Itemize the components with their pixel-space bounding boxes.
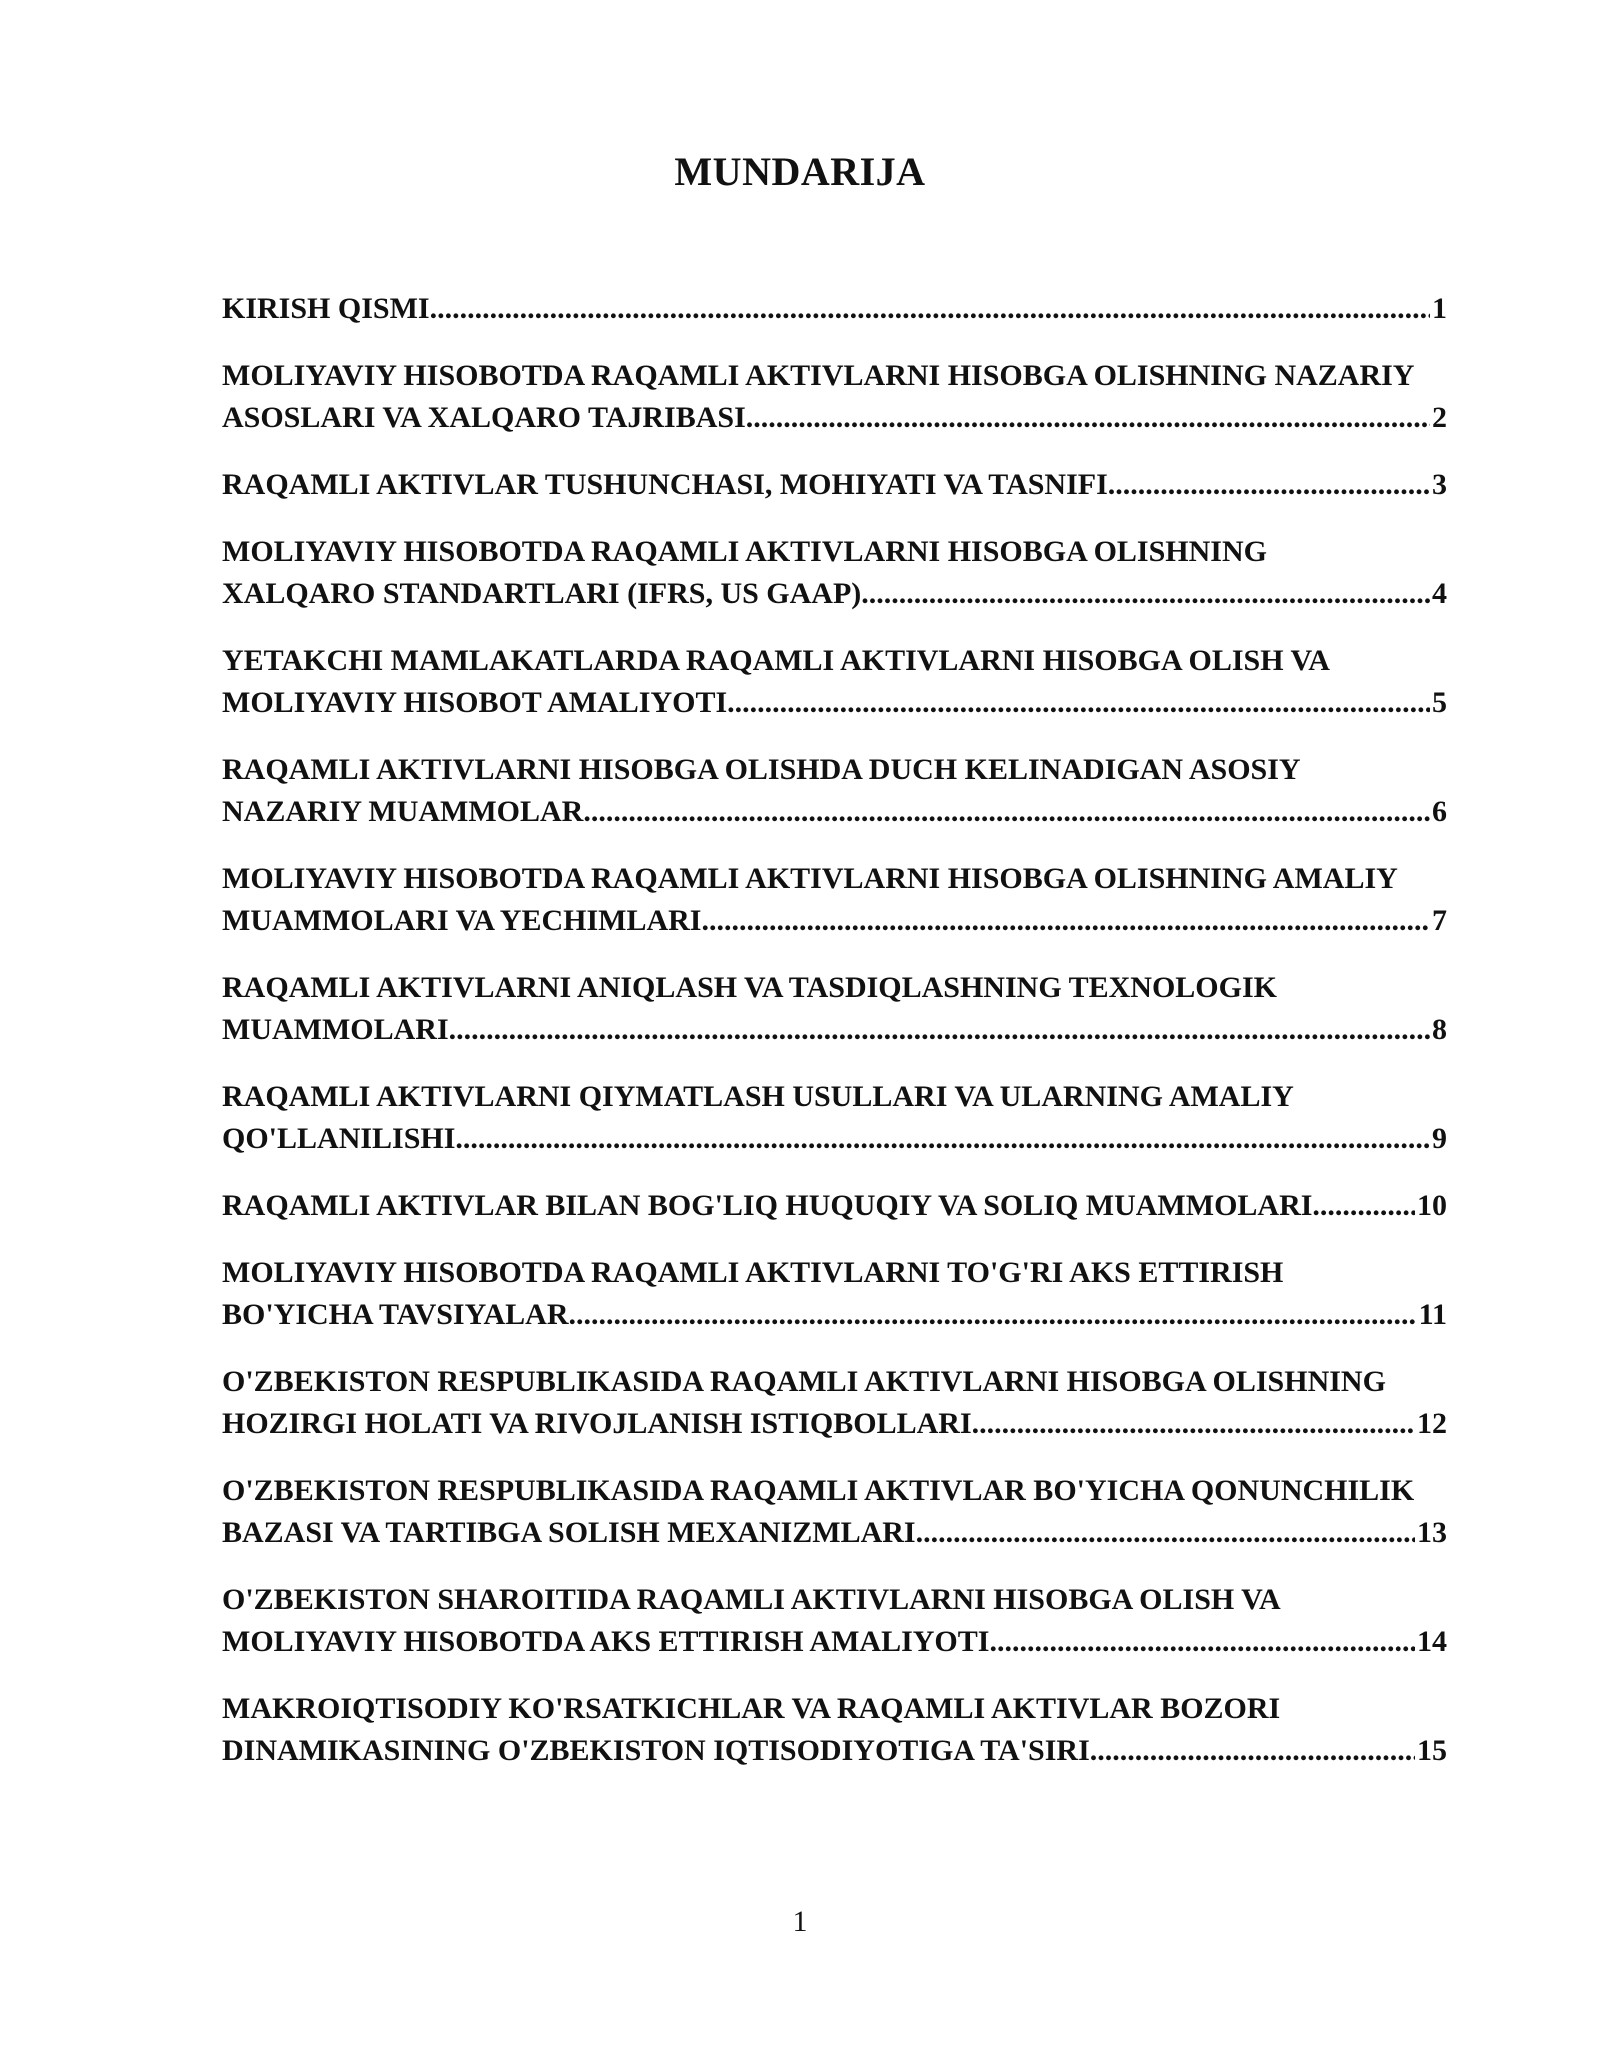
toc-entry-title-line: MOLIYAVIY HISOBOTDA AKS ETTIRISH AMALIYOTI	[222, 1625, 990, 1658]
toc-entry-page-number: 9	[1432, 1122, 1447, 1155]
toc-entry-page-number: 3	[1432, 468, 1447, 501]
toc-entry[interactable]	[222, 355, 1447, 439]
toc-entry[interactable]	[222, 531, 1447, 615]
toc-entry-title-line: RAQAMLI AKTIVLARNI QIYMATLASH USULLARI VA ULARNING AMALIY	[222, 1080, 1294, 1113]
toc-entry-title-line: MOLIYAVIY HISOBOTDA RAQAMLI AKTIVLARNI HISOBGA OLISHNING AMALIY	[222, 862, 1398, 895]
toc-entry[interactable]	[222, 858, 1447, 942]
toc-entry[interactable]	[222, 749, 1447, 833]
toc-entry-title-line: RAQAMLI AKTIVLAR BILAN BOG'LIQ HUQUQIY VA SOLIQ MUAMMOLARI	[222, 1189, 1313, 1222]
toc-entry-page-number: 1	[1432, 292, 1447, 325]
toc-entry-last-line	[222, 1185, 1447, 1227]
toc-entry-title-line: MOLIYAVIY HISOBOTDA RAQAMLI AKTIVLARNI HISOBGA OLISHNING	[222, 535, 1267, 568]
toc-entry[interactable]	[222, 288, 1447, 330]
toc-entry[interactable]	[222, 1361, 1447, 1445]
toc-entry-title-line: BO'YICHA TAVSIYALAR	[222, 1298, 569, 1331]
toc-entry-title-line: NAZARIY MUAMMOLAR	[222, 795, 584, 828]
toc-entry-last-line	[222, 1118, 1447, 1160]
toc-entry-page-number: 7	[1432, 904, 1447, 937]
dot-leader	[430, 288, 1430, 330]
toc-entry-title-line: XALQARO STANDARTLARI (IFRS, US GAAP)	[222, 577, 862, 610]
toc-entry-last-line	[222, 288, 1447, 330]
toc-entry-title-line: RAQAMLI AKTIVLARNI HISOBGA OLISHDA DUCH KELINADIGAN ASOSIY	[222, 753, 1301, 786]
dot-leader	[989, 1621, 1415, 1663]
page-number: 1	[792, 1905, 808, 1938]
toc-entry[interactable]	[222, 1076, 1447, 1160]
toc-entry-title-line: MAKROIQTISODIY KO'RSATKICHLAR VA RAQAMLI AKTIVLAR BOZORI	[222, 1692, 1281, 1725]
toc-entry-page-number: 15	[1417, 1734, 1447, 1767]
toc-entry-page-number: 11	[1418, 1298, 1447, 1331]
page-title: MUNDARIJA	[674, 149, 926, 194]
toc-entry-title-line: QO'LLANILISHI	[222, 1122, 456, 1155]
toc-entry-title-line: HOZIRGI HOLATI VA RIVOJLANISH ISTIQBOLLARI	[222, 1407, 972, 1440]
toc-entry-title-line: MOLIYAVIY HISOBOTDA RAQAMLI AKTIVLARNI HISOBGA OLISHNING NAZARIY	[222, 359, 1415, 392]
toc-entry-page-number: 6	[1432, 795, 1447, 828]
toc-entry-title-line: DINAMIKASINING O'ZBEKISTON IQTISODIYOTIGA TA'SIRI	[222, 1734, 1090, 1767]
toc-entry-last-line	[222, 397, 1447, 439]
dot-leader	[1090, 1730, 1415, 1772]
dot-leader	[1108, 464, 1430, 506]
toc-entry[interactable]	[222, 1185, 1447, 1227]
toc-entry-last-line	[222, 1294, 1447, 1336]
toc-entry-last-line	[222, 791, 1447, 833]
dot-leader	[727, 682, 1430, 724]
toc-entry-page-number: 8	[1432, 1013, 1447, 1046]
dot-leader	[701, 900, 1430, 942]
toc-entry-last-line	[222, 573, 1447, 615]
toc-entry-last-line	[222, 900, 1447, 942]
dot-leader	[916, 1512, 1415, 1554]
toc-entry-last-line	[222, 1621, 1447, 1663]
toc-entry[interactable]	[222, 1252, 1447, 1336]
toc-entry-title-line: RAQAMLI AKTIVLARNI ANIQLASH VA TASDIQLASHNING TEXNOLOGIK	[222, 971, 1277, 1004]
toc-entry-last-line	[222, 464, 1447, 506]
toc-entry[interactable]	[222, 464, 1447, 506]
dot-leader	[861, 573, 1430, 615]
toc-entry-title-line: BAZASI VA TARTIBGA SOLISH MEXANIZMLARI	[222, 1516, 916, 1549]
toc-entry-title-line: ASOSLARI VA XALQARO TAJRIBASI	[222, 401, 746, 434]
toc-entry-title-line: O'ZBEKISTON SHAROITIDA RAQAMLI AKTIVLARNI HISOBGA OLISH VA	[222, 1583, 1281, 1616]
dot-leader	[1312, 1185, 1415, 1227]
toc-entry-title-line: MUAMMOLARI VA YECHIMLARI	[222, 904, 702, 937]
toc-entry-title-line: KIRISH QISMI	[222, 292, 430, 325]
toc-entry-last-line	[222, 1403, 1447, 1445]
toc-entry-title-line: O'ZBEKISTON RESPUBLIKASIDA RAQAMLI AKTIVLARNI HISOBGA OLISHNING	[222, 1365, 1386, 1398]
toc-entry[interactable]	[222, 1579, 1447, 1663]
toc-entry-page-number: 4	[1432, 577, 1447, 610]
dot-leader	[746, 397, 1430, 439]
toc-entry[interactable]	[222, 1688, 1447, 1772]
table-of-contents	[222, 288, 1447, 1797]
toc-entry[interactable]	[222, 967, 1447, 1051]
toc-entry-page-number: 5	[1432, 686, 1447, 719]
toc-entry-last-line	[222, 1512, 1447, 1554]
toc-entry-page-number: 13	[1417, 1516, 1447, 1549]
toc-entry[interactable]	[222, 1470, 1447, 1554]
toc-entry-title-line: YETAKCHI MAMLAKATLARDA RAQAMLI AKTIVLARNI HISOBGA OLISH VA	[222, 644, 1330, 677]
toc-entry-title-line: RAQAMLI AKTIVLAR TUSHUNCHASI, MOHIYATI VA TASNIFI	[222, 468, 1108, 501]
toc-entry-title-line: MOLIYAVIY HISOBOTDA RAQAMLI AKTIVLARNI TO'G'RI AKS ETTIRISH	[222, 1256, 1284, 1289]
dot-leader	[583, 791, 1430, 833]
toc-entry-page-number: 14	[1417, 1625, 1447, 1658]
toc-entry-title-line: MOLIYAVIY HISOBOT AMALIYOTI	[222, 686, 728, 719]
dot-leader	[972, 1403, 1415, 1445]
toc-entry-last-line	[222, 1009, 1447, 1051]
toc-entry-last-line	[222, 1730, 1447, 1772]
dot-leader	[569, 1294, 1417, 1336]
toc-entry[interactable]	[222, 640, 1447, 724]
toc-entry-title-line: MUAMMOLARI	[222, 1013, 449, 1046]
toc-entry-last-line	[222, 682, 1447, 724]
toc-entry-page-number: 10	[1417, 1189, 1447, 1222]
toc-entry-page-number: 12	[1417, 1407, 1447, 1440]
dot-leader	[455, 1118, 1430, 1160]
toc-entry-title-line: O'ZBEKISTON RESPUBLIKASIDA RAQAMLI AKTIVLAR BO'YICHA QONUNCHILIK	[222, 1474, 1415, 1507]
toc-entry-page-number: 2	[1432, 401, 1447, 434]
dot-leader	[449, 1009, 1430, 1051]
